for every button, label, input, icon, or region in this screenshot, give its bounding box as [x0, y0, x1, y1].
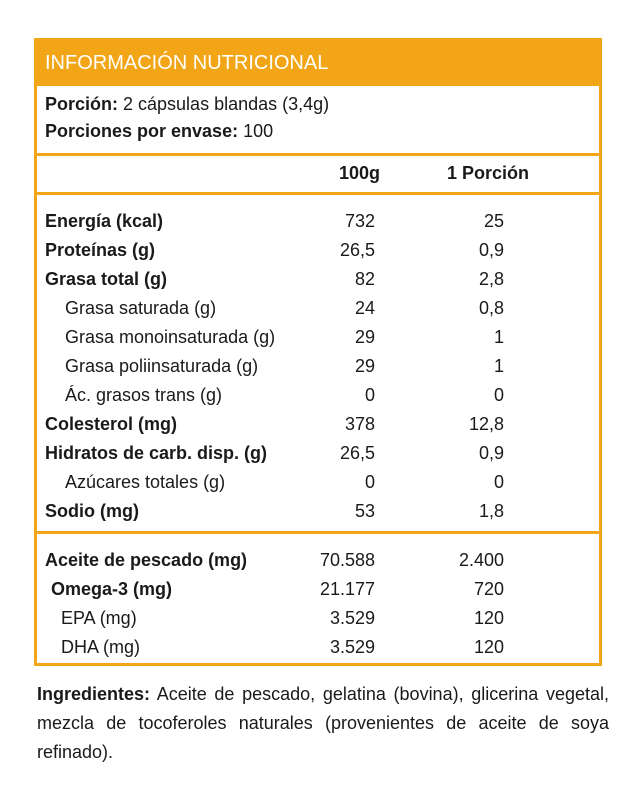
nutrient-row — [37, 294, 599, 323]
nutrient-value-100g: 732 — [344, 211, 375, 231]
oil-value-portion: 120 — [473, 608, 504, 628]
nutrient-row — [37, 497, 599, 526]
panel-title: INFORMACIÓN NUTRICIONAL — [37, 41, 599, 86]
ingredients-text: Aceite de pescado, gelatina (bovina), glicerina vegetal, mezcla de tocoferoles naturales (provenientes de aceite de soya refinado). — [37, 684, 609, 762]
nutrient-value-100g: 24 — [354, 298, 375, 318]
divider-oils — [37, 531, 599, 534]
nutrient-row — [37, 381, 599, 410]
nutrient-row — [37, 265, 599, 294]
oil-value-100g: 3.529 — [329, 637, 375, 657]
nutrient-value-portion: 25 — [483, 211, 504, 231]
servings-per-container-value: 100 — [238, 121, 274, 141]
nutrient-value-100g: 29 — [354, 356, 375, 376]
nutrient-label: Grasa total (g) — [45, 269, 168, 289]
nutrient-value-portion: 0,8 — [478, 298, 504, 318]
nutrient-row — [37, 439, 599, 468]
oil-row — [37, 575, 599, 604]
nutrient-value-100g: 26,5 — [339, 443, 375, 463]
nutrient-value-100g: 82 — [354, 269, 375, 289]
oil-label: EPA (mg) — [61, 608, 137, 628]
nutrient-label: Colesterol (mg) — [45, 414, 178, 434]
oil-label: DHA (mg) — [61, 637, 141, 657]
servings-per-container-label: Porciones por envase: — [45, 121, 239, 141]
nutrient-row — [37, 410, 599, 439]
oil-row — [37, 633, 599, 662]
oil-value-100g: 70.588 — [319, 550, 375, 570]
nutrient-label: Sodio (mg) — [45, 501, 139, 521]
serving-size — [45, 91, 329, 118]
nutrient-label: Grasa poliinsaturada (g) — [65, 356, 259, 376]
column-header-portion: 1 Porción — [447, 163, 530, 183]
nutrient-value-portion: 0,9 — [478, 240, 504, 260]
nutrient-value-portion: 1,8 — [478, 501, 504, 521]
nutrient-value-100g: 378 — [344, 414, 375, 434]
nutrient-row — [37, 236, 599, 265]
ingredients-label: Ingredientes: — [37, 684, 151, 704]
nutrient-label: Proteínas (g) — [45, 240, 156, 260]
nutrient-label: Azúcares totales (g) — [65, 472, 226, 492]
nutrient-label: Energía (kcal) — [45, 211, 164, 231]
oil-value-portion: 120 — [473, 637, 504, 657]
nutrient-value-100g: 26,5 — [339, 240, 375, 260]
oil-value-100g: 3.529 — [329, 608, 375, 628]
divider-serving — [37, 153, 599, 156]
oil-value-100g: 21.177 — [319, 579, 375, 599]
oil-label: Aceite de pescado (mg) — [45, 550, 248, 570]
nutrient-value-portion: 0 — [493, 385, 504, 405]
servings-per-container — [45, 118, 329, 145]
serving-info — [45, 91, 329, 145]
oil-row — [37, 546, 599, 575]
nutrient-label: Grasa monoinsaturada (g) — [65, 327, 276, 347]
nutrient-value-portion: 12,8 — [468, 414, 504, 434]
nutrient-label: Grasa saturada (g) — [65, 298, 217, 318]
nutrient-value-100g: 53 — [354, 501, 375, 521]
nutrient-value-100g: 0 — [364, 385, 375, 405]
nutrient-value-portion: 1 — [493, 327, 504, 347]
nutrient-row — [37, 352, 599, 381]
nutrient-value-portion: 1 — [493, 356, 504, 376]
ingredients — [37, 680, 609, 767]
nutrient-value-portion: 0 — [493, 472, 504, 492]
nutrition-facts-panel — [34, 38, 602, 666]
nutrient-label: Ác. grasos trans (g) — [65, 385, 223, 405]
column-header-100g: 100g — [339, 163, 381, 183]
nutrient-value-portion: 2,8 — [478, 269, 504, 289]
divider-header — [37, 192, 599, 195]
oil-value-portion: 2.400 — [458, 550, 504, 570]
serving-size-value: 2 cápsulas blandas (3,4g) — [118, 94, 330, 114]
nutrient-row — [37, 323, 599, 352]
nutrient-value-100g: 0 — [364, 472, 375, 492]
nutrient-value-100g: 29 — [354, 327, 375, 347]
serving-size-label: Porción: — [45, 94, 119, 114]
nutrient-label: Hidratos de carb. disp. (g) — [45, 443, 268, 463]
nutrient-row — [37, 207, 599, 236]
oil-value-portion: 720 — [473, 579, 504, 599]
nutrient-row — [37, 468, 599, 497]
oil-row — [37, 604, 599, 633]
nutrient-value-portion: 0,9 — [478, 443, 504, 463]
oil-label: Omega-3 (mg) — [51, 579, 173, 599]
